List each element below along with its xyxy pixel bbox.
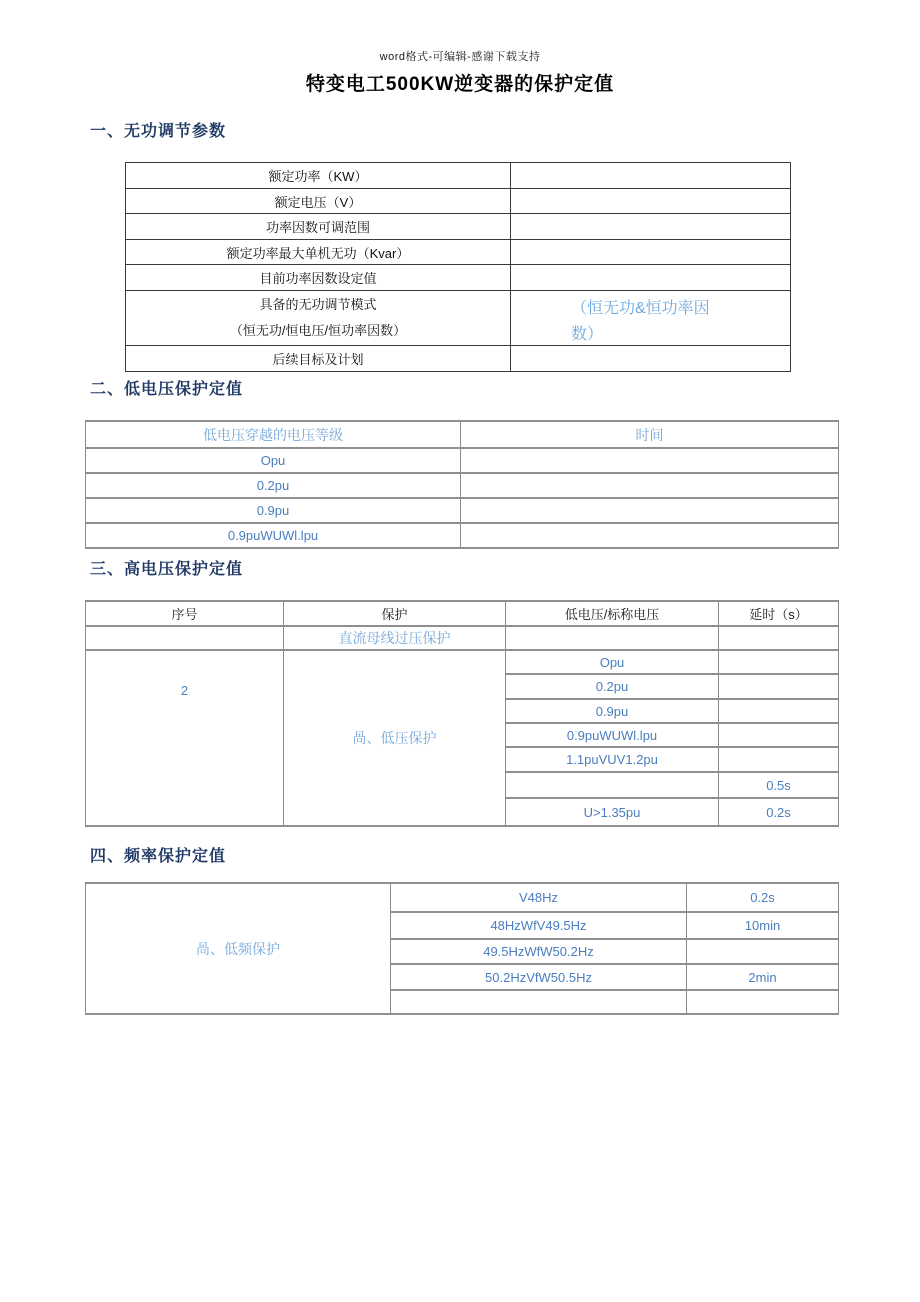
delay-cell: 10min (687, 912, 839, 939)
param-value-cell (511, 214, 791, 240)
delay-cell (719, 674, 839, 699)
freq-range-cell: 50.2HzVfW50.5Hz (391, 964, 687, 990)
param-value-cell (511, 291, 791, 346)
param-value-cell (511, 163, 791, 189)
delay-cell (719, 626, 839, 650)
table-row (86, 473, 839, 498)
table-row (126, 265, 791, 291)
param-label-line1: 具备的无功调节模式 (259, 297, 377, 312)
voltage-cell: U>1.35pu (506, 798, 719, 826)
delay-cell (719, 650, 839, 674)
col-header-seq: 序号 (86, 601, 284, 626)
delay-cell: 0.5s (719, 772, 839, 798)
table-row (126, 240, 791, 265)
section-heading-reactive-params: 一、无功调节参数 (90, 123, 227, 140)
voltage-level-cell: 0.9pu (86, 498, 461, 523)
table-row (86, 883, 839, 912)
delay-cell: 0.2s (719, 798, 839, 826)
delay-cell (687, 990, 839, 1014)
freq-range-cell (391, 990, 687, 1014)
merged-protection-cell: 咼、低压保护 (284, 650, 506, 826)
reactive-mode-value (571, 296, 741, 348)
delay-cell: 2min (687, 964, 839, 990)
table-row (86, 498, 839, 523)
table-header-row (86, 601, 839, 626)
param-value-cell (511, 346, 791, 372)
table-row (86, 523, 839, 548)
voltage-cell: 0.9puWUWl.lpu (506, 723, 719, 747)
delay-cell (719, 699, 839, 723)
freq-range-cell: 49.5HzWfW50.2Hz (391, 939, 687, 964)
voltage-cell: 1.1puVUV1.2pu (506, 747, 719, 772)
time-cell (461, 498, 839, 523)
param-label-cell: 额定功率（KW） (126, 163, 511, 189)
section-heading-low-voltage: 二、低电压保护定值 (90, 381, 244, 398)
high-voltage-table (85, 600, 839, 827)
param-label-cell: 功率因数可调范围 (126, 214, 511, 240)
table-row (126, 189, 791, 214)
voltage-cell (506, 626, 719, 650)
voltage-cell: 0.9pu (506, 699, 719, 723)
watermark-text: word格式-可编辑-感谢下载支持 (379, 51, 541, 63)
param-label-cell: 目前功率因数设定值 (126, 265, 511, 291)
col-header-time: 时间 (461, 421, 839, 448)
seq-cell (86, 626, 284, 650)
freq-range-cell: V48Hz (391, 883, 687, 912)
doc-title: 特变电工500KW逆变器的保护定值 (305, 74, 615, 95)
param-label-cell: 额定功率最大单机无功（Kvar） (126, 240, 511, 265)
param-label-cell (126, 291, 511, 346)
param-value-cell (511, 189, 791, 214)
delay-cell (719, 747, 839, 772)
time-cell (461, 448, 839, 473)
merged-protection-cell: 咼、低频保护 (86, 883, 391, 1014)
delay-cell (687, 939, 839, 964)
param-label-cell: 额定电压（V） (126, 189, 511, 214)
col-header-delay: 延时（s） (719, 601, 839, 626)
time-cell (461, 523, 839, 548)
table-row (86, 448, 839, 473)
voltage-level-cell: 0.2pu (86, 473, 461, 498)
delay-cell: 0.2s (687, 883, 839, 912)
param-value-cell (511, 265, 791, 291)
voltage-level-cell: 0.9puWUWl.lpu (86, 523, 461, 548)
col-header-voltage-level: 低电压穿越的电压等级 (86, 421, 461, 448)
param-label-cell: 后续目标及计划 (126, 346, 511, 372)
section-heading-high-voltage: 三、高电压保护定值 (90, 561, 244, 578)
param-label-line2: （恒无功/恒电压/恒功率因数） (229, 323, 407, 338)
voltage-level-cell: Opu (86, 448, 461, 473)
table-row (126, 214, 791, 240)
frequency-table (85, 882, 839, 1015)
section-heading-frequency: 四、频率保护定值 (90, 848, 227, 865)
merged-seq-cell: 2 (86, 650, 284, 826)
table-row (126, 346, 791, 372)
col-header-protection: 保护 (284, 601, 506, 626)
voltage-cell: 0.2pu (506, 674, 719, 699)
freq-range-cell: 48HzWfV49.5Hz (391, 912, 687, 939)
low-voltage-table (85, 420, 839, 549)
reactive-params-table (125, 162, 791, 372)
reactive-mode-value-line2: 数） (571, 326, 604, 343)
delay-cell (719, 723, 839, 747)
table-row (126, 291, 791, 346)
reactive-mode-value-line1: （恒无功&恒功率因 (571, 300, 710, 317)
protection-cell: 直流母线过压保护 (284, 626, 506, 650)
param-value-cell (511, 240, 791, 265)
col-header-voltage: 低电压/标称电压 (506, 601, 719, 626)
voltage-cell (506, 772, 719, 798)
time-cell (461, 473, 839, 498)
table-header-row (86, 421, 839, 448)
table-row (86, 626, 839, 650)
table-row (126, 163, 791, 189)
table-row (86, 650, 839, 674)
voltage-cell: Opu (506, 650, 719, 674)
